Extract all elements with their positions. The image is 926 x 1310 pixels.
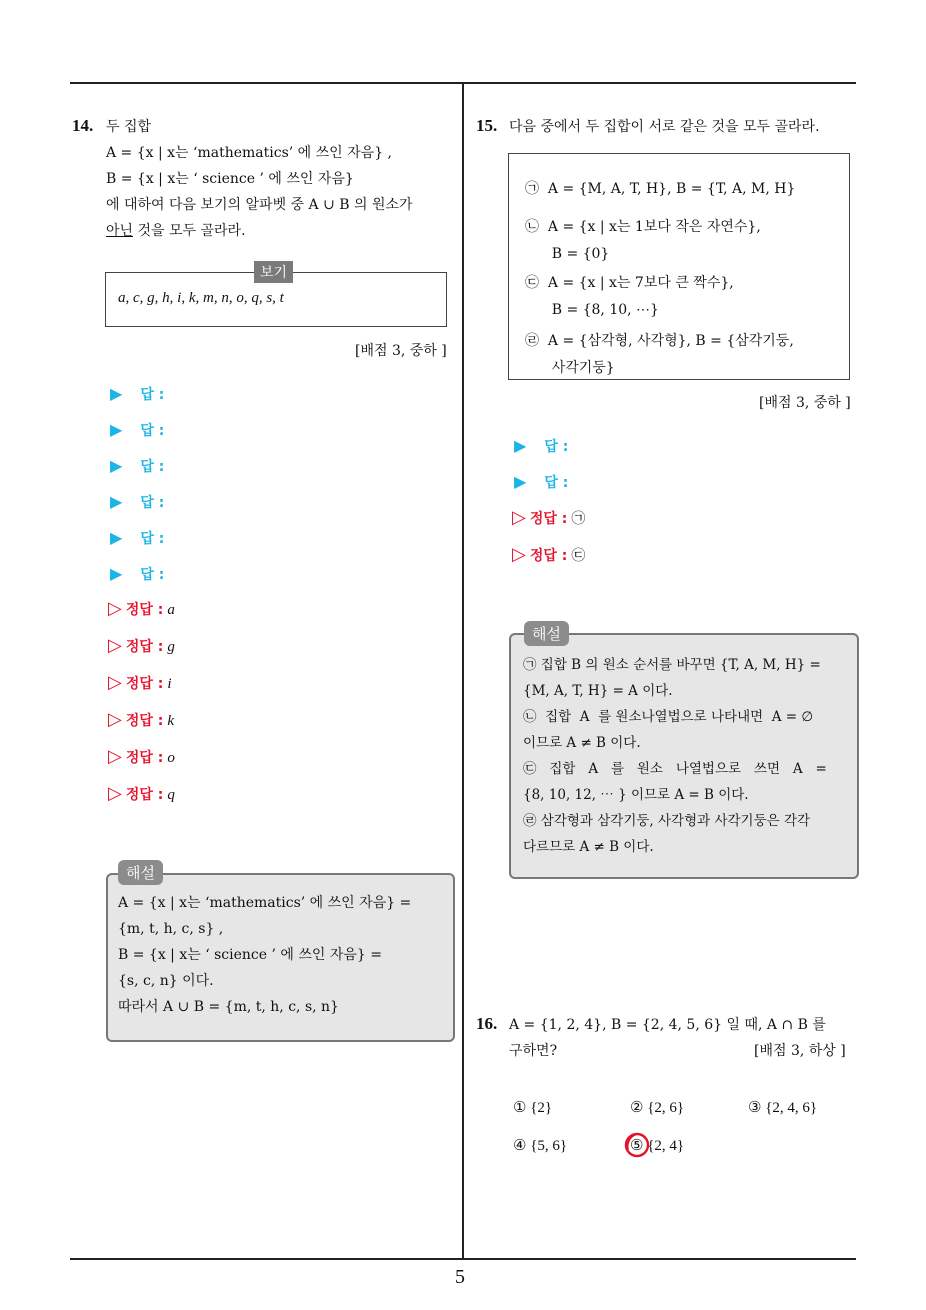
explanation-line: 다르므로 A ≠ B 이다.	[523, 839, 654, 855]
explanation-line: {s, c, n} 이다.	[118, 973, 214, 989]
correct-label: 정답 :	[529, 548, 568, 564]
question-15-explanation-tag: 해설	[524, 621, 569, 646]
explanation-line: {8, 10, 12, ⋯ } 이므로 A = B 이다.	[523, 787, 749, 803]
question-14-set-a: A = {x | x는 ‘mathematics’ 에 쓰인 자음} ,	[106, 145, 393, 161]
item-line: ㉣ A = {삼각형, 사각형}, B = {삼각기둥,	[525, 333, 794, 349]
question-14-stem-end	[106, 218, 246, 244]
correct-label: 정답 :	[125, 787, 164, 803]
question-16-stem-line2: 구하면?	[509, 1043, 558, 1059]
question-15-score: [배점 3, 중하 ]	[759, 395, 851, 411]
correct-answer-row	[108, 635, 175, 656]
answer-label: 답 :	[140, 531, 165, 547]
bottom-rule	[70, 1258, 856, 1260]
outline-triangle-icon: ▷	[512, 507, 526, 528]
question-14-explanation-tag: 해설	[118, 860, 163, 885]
question-14-number: 14.	[72, 116, 94, 135]
explanation-line: 이므로 A ≠ B 이다.	[523, 735, 641, 751]
item-line: B = {0}	[525, 246, 610, 262]
answer-label: 답 :	[544, 439, 569, 455]
underlined-word: 아닌	[106, 223, 134, 239]
correct-answer-row	[108, 746, 175, 767]
filled-triangle-icon: ▶	[110, 492, 123, 511]
question-14-stem: 에 대하여 다음 보기의 알파벳 중 A ∪ B 의 원소가	[106, 197, 413, 213]
outline-triangle-icon: ▷	[108, 672, 122, 693]
filled-triangle-icon: ▶	[110, 384, 123, 403]
item-line: ㉡ A = {x | x는 1보다 작은 자연수},	[525, 219, 761, 235]
choice-1[interactable]: ① {2}	[513, 1100, 553, 1116]
answer-slot[interactable]	[110, 420, 164, 440]
correct-answer-row	[512, 544, 585, 565]
question-16-number: 16.	[476, 1014, 498, 1033]
correct-label: 정답 :	[125, 750, 164, 766]
correct-label: 정답 :	[125, 639, 164, 655]
filled-triangle-icon: ▶	[110, 420, 123, 439]
correct-value: g	[167, 639, 175, 655]
correct-label: 정답 :	[125, 602, 164, 618]
correct-answer-row	[108, 709, 174, 730]
correct-answer-row	[108, 598, 175, 619]
outline-triangle-icon: ▷	[108, 783, 122, 804]
correct-label: 정답 :	[529, 511, 568, 527]
correct-value: ㉢	[571, 548, 586, 564]
explanation-line: A = {x | x는 ‘mathematics’ 에 쓰인 자음} =	[118, 895, 412, 911]
item-line: B = {8, 10, ⋯}	[525, 302, 659, 318]
answer-slot[interactable]	[110, 456, 164, 476]
explanation-line: ㉡ 집합 A 를 원소나열법으로 나타내면 A = ∅	[523, 709, 814, 725]
question-14-set-b: B = {x | x는 ‘ science ’ 에 쓰인 자음}	[106, 171, 354, 187]
item-line: 사각기둥}	[525, 360, 615, 376]
answer-label: 답 :	[544, 475, 569, 491]
explanation-line: {M, A, T, H} = A 이다.	[523, 683, 673, 699]
filled-triangle-icon: ▶	[110, 564, 123, 583]
filled-triangle-icon: ▶	[110, 456, 123, 475]
answer-slot[interactable]	[110, 564, 164, 584]
item-line: ㉢ A = {x | x는 7보다 큰 짝수},	[525, 275, 734, 291]
correct-value: o	[167, 750, 175, 766]
correct-value: i	[167, 676, 172, 692]
answer-slot[interactable]	[110, 384, 164, 404]
answer-slot[interactable]	[110, 492, 164, 512]
filled-triangle-icon: ▶	[514, 472, 527, 491]
answer-label: 답 :	[140, 387, 165, 403]
outline-triangle-icon: ▷	[108, 635, 122, 656]
answer-label: 답 :	[140, 459, 165, 475]
correct-answer-row	[108, 783, 175, 804]
outline-triangle-icon: ▷	[108, 598, 122, 619]
correct-label: 정답 :	[125, 713, 164, 729]
question-16-stem: A = {1, 2, 4}, B = {2, 4, 5, 6} 일 때, A ∩ B 를	[509, 1017, 826, 1033]
filled-triangle-icon: ▶	[110, 528, 123, 547]
explanation-line: 따라서 A ∪ B = {m, t, h, c, s, n}	[118, 999, 339, 1015]
choice-3[interactable]: ③ {2, 4, 6}	[748, 1100, 818, 1116]
correct-answer-row	[512, 507, 585, 528]
explanation-line: ㉢ 집합 A 를 원소 나열법으로 쓰면 A =	[523, 761, 827, 777]
answer-slot[interactable]	[514, 472, 568, 492]
outline-triangle-icon: ▷	[512, 544, 526, 565]
question-14-score: [배점 3, 중하 ]	[355, 343, 447, 359]
correct-value: q	[167, 787, 175, 803]
example-box-content: a, c, g, h, i, k, m, n, o, q, s, t	[118, 290, 284, 306]
answer-slot[interactable]	[514, 436, 568, 456]
answer-label: 답 :	[140, 423, 165, 439]
correct-value: ㉠	[571, 511, 586, 527]
choice-5[interactable]: ⑤ {2, 4}	[630, 1138, 685, 1154]
item-line: ㉠ A = {M, A, T, H}, B = {T, A, M, H}	[525, 181, 796, 197]
answer-slot[interactable]	[110, 528, 164, 548]
filled-triangle-icon: ▶	[514, 436, 527, 455]
question-15-number: 15.	[476, 116, 498, 135]
explanation-line: ㉣ 삼각형과 삼각기둥, 사각형과 사각기둥은 각각	[523, 813, 811, 829]
choice-4[interactable]: ④ {5, 6}	[513, 1138, 568, 1154]
explanation-line: {m, t, h, c, s} ,	[118, 921, 224, 937]
outline-triangle-icon: ▷	[108, 746, 122, 767]
example-box-tag: 보기	[254, 261, 293, 283]
choice-2[interactable]: ② {2, 6}	[630, 1100, 685, 1116]
column-divider	[462, 82, 464, 1260]
selected-choice-mark	[622, 1130, 652, 1160]
question-14-intro: 두 집합	[106, 119, 152, 135]
correct-label: 정답 :	[125, 676, 164, 692]
correct-answer-row	[108, 672, 172, 693]
correct-value: k	[167, 713, 175, 729]
page-number: 5	[455, 1266, 465, 1288]
question-15-intro: 다음 중에서 두 집합이 서로 같은 것을 모두 골라라.	[509, 119, 820, 135]
explanation-line: B = {x | x는 ‘ science ’ 에 쓰인 자음} =	[118, 947, 382, 963]
outline-triangle-icon: ▷	[108, 709, 122, 730]
answer-label: 답 :	[140, 495, 165, 511]
question-16-score: [배점 3, 하상 ]	[754, 1043, 846, 1059]
answer-label: 답 :	[140, 567, 165, 583]
stem-end-text: 것을 모두 골라라.	[133, 223, 246, 239]
explanation-line: ㉠ 집합 B 의 원소 순서를 바꾸면 {T, A, M, H} =	[523, 657, 821, 673]
correct-value: a	[167, 602, 175, 618]
